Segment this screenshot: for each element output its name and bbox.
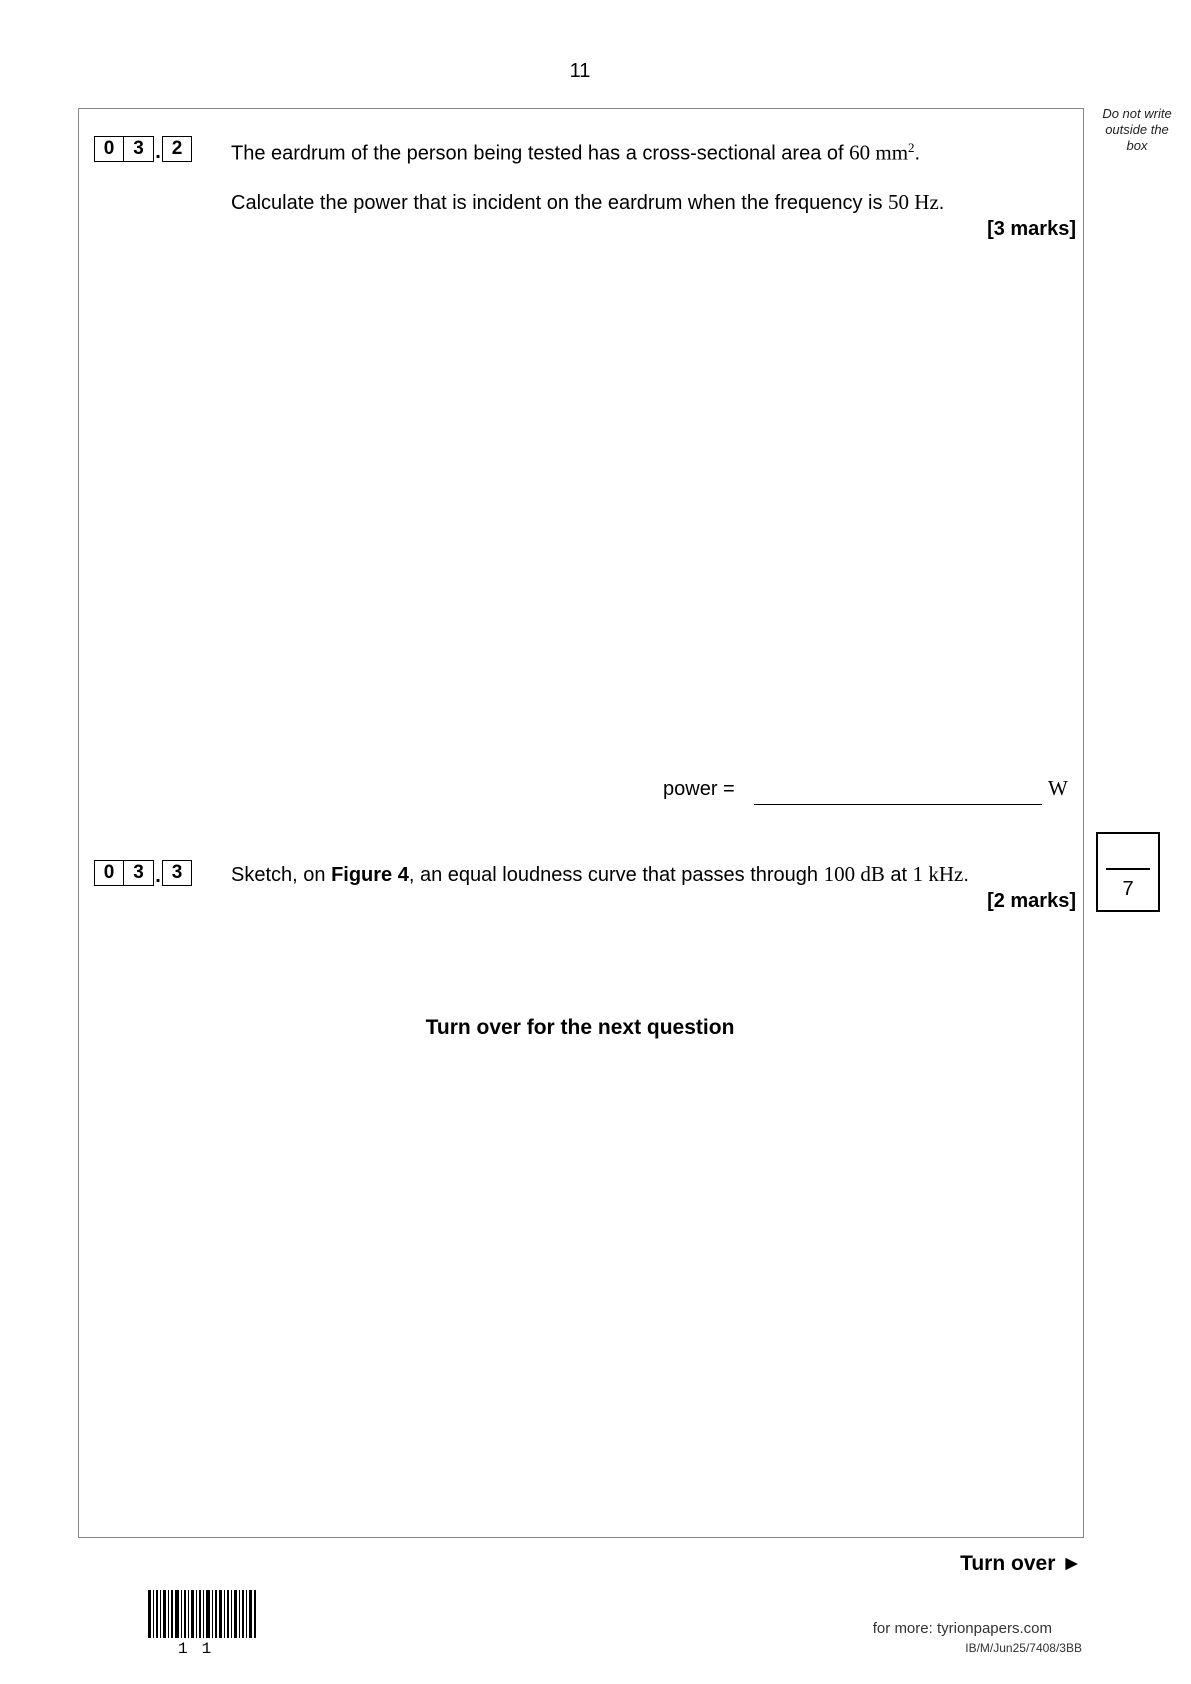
barcode-icon <box>148 1590 256 1638</box>
question-03-2-text: The eardrum of the person being tested has a cross-sectional area of 60 $mm^2$. <box>231 140 921 165</box>
power-answer-label: power = <box>663 778 735 800</box>
footer-site: for more: tyrionpapers.com <box>872 1620 1052 1637</box>
question-number-03-2: 0 3 . 2 <box>94 134 192 162</box>
turn-over-next-question: Turn over for the next question <box>425 1016 735 1039</box>
score-box-rule <box>1106 868 1150 870</box>
power-answer-line[interactable] <box>754 804 1042 805</box>
answer-area-border <box>78 108 1084 1538</box>
footer-code: IB/M/Jun25/7408/3BB <box>965 1641 1082 1655</box>
turn-over-label: Turn over ► <box>960 1552 1082 1575</box>
question-03-3-marks: [2 marks] <box>987 890 1076 912</box>
page-number: 11 <box>569 60 591 82</box>
question-03-3-text: Sketch, on Figure 4, an equal loudness curve that passes through 100 dB at 1 kHz. <box>231 862 969 886</box>
question-03-2-instruction: Calculate the power that is incident on the eardrum when the frequency is 50 Hz. <box>231 190 945 214</box>
do-not-write-note: Do not write outside the box <box>1102 106 1172 153</box>
score-box-total: 7 <box>1122 878 1134 900</box>
barcode-digits: 11 <box>178 1640 226 1658</box>
question-03-2-marks: [3 marks] <box>987 218 1076 240</box>
power-answer-unit: W <box>1048 776 1068 800</box>
question-number-03-3: 0 3 . 3 <box>94 858 192 886</box>
